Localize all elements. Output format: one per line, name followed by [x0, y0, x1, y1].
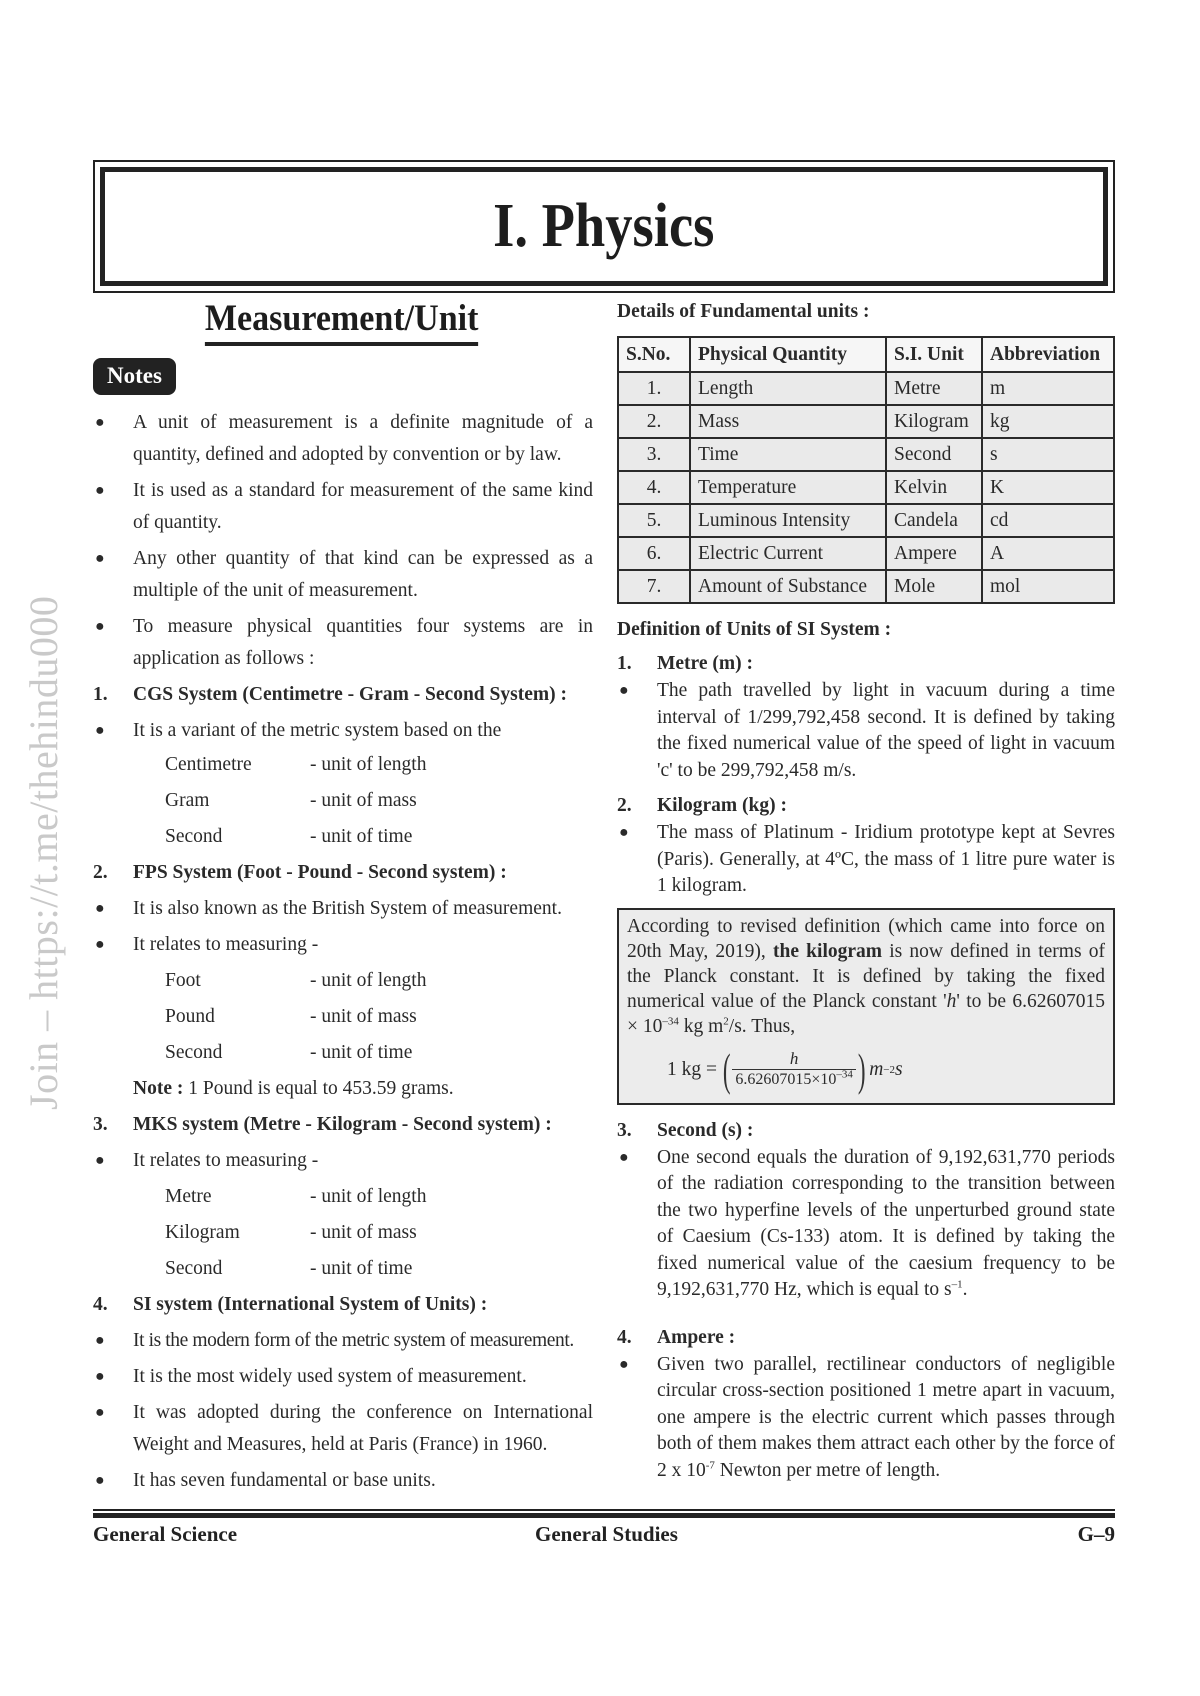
system-bullet: ● It is a variant of the metric system based on the [93, 715, 593, 747]
cell-abbreviation: s [982, 438, 1114, 471]
cell-quantity: Mass [690, 405, 886, 438]
bullet-icon: ● [95, 618, 105, 635]
cell-sno: 5. [618, 504, 690, 537]
cell-si-unit: Second [886, 438, 982, 471]
cell-si-unit: Ampere [886, 537, 982, 570]
cell-abbreviation: A [982, 537, 1114, 570]
bullet-icon: ● [95, 936, 105, 953]
unit-row: Second - unit of time [165, 1258, 413, 1279]
bullet-icon: ● [95, 900, 105, 917]
cell-quantity: Luminous Intensity [690, 504, 886, 537]
system-heading-si: 4. SI system (International System of Units) : [93, 1294, 488, 1315]
watermark: Join – https://t.me/thehindu000 [21, 595, 66, 1110]
table-row [618, 405, 1114, 438]
section-title: Measurement/Unit [205, 298, 479, 346]
chapter-title-box [93, 160, 1115, 293]
definitions-heading: Definition of Units of SI System : [617, 619, 892, 640]
table-row [618, 537, 1114, 570]
system-bullet: ● It is the most widely used system of measurement. [93, 1359, 593, 1395]
unit-row: Gram - unit of mass [165, 790, 417, 811]
left-paren: ( [722, 1043, 731, 1095]
bullet-icon: ● [95, 1472, 105, 1489]
footer-subject: General Science [93, 1522, 238, 1546]
cell-quantity: Length [690, 372, 886, 405]
system-heading-fps: 2. FPS System (Foot - Pound - Second system) : [93, 862, 507, 883]
page-number: G–9 [1077, 1522, 1115, 1546]
footer-rule-thick [93, 1513, 1115, 1518]
cell-abbreviation: kg [982, 405, 1114, 438]
cell-quantity: Electric Current [690, 537, 886, 570]
footer-book: General Studies [535, 1522, 678, 1546]
cell-sno: 4. [618, 471, 690, 504]
cell-sno: 1. [618, 372, 690, 405]
table-row [618, 504, 1114, 537]
unit-row: Kilogram - unit of mass [165, 1222, 417, 1243]
bullet-icon: ● [619, 1355, 629, 1373]
cell-si-unit: Mole [886, 570, 982, 603]
definition-heading-ampere: 4. Ampere : [617, 1326, 736, 1348]
column-header: S.No. [618, 337, 690, 372]
right-paren: ) [857, 1043, 866, 1095]
fundamental-units-table [617, 336, 1115, 604]
definition-heading-metre: 1. Metre (m) : [617, 653, 753, 674]
cell-sno: 6. [618, 537, 690, 570]
cell-abbreviation: mol [982, 570, 1114, 603]
unit-row: Pound - unit of mass [165, 1006, 417, 1027]
unit-row: Metre - unit of length [165, 1186, 427, 1207]
definition-heading-kilogram: 2. Kilogram (kg) : [617, 795, 787, 816]
cell-si-unit: Kelvin [886, 471, 982, 504]
footer-rule [93, 1509, 1115, 1511]
cell-si-unit: Metre [886, 372, 982, 405]
bullet-icon: ● [619, 824, 629, 841]
note-line: Note : 1 Pound is equal to 453.59 grams. [133, 1078, 454, 1099]
table-heading: Details of Fundamental units : [617, 301, 870, 322]
definition-text: ● The path travelled by light in vacuum during a time interval of 1/299,792,458 second. It is defined by taking the fixed numerical value of the speed of light in vacuum 'c' to be 299,792,458 m/s. [619, 680, 1115, 781]
notes-badge: Notes [93, 358, 176, 395]
bullet-icon: ● [95, 1368, 105, 1385]
cell-sno: 2. [618, 405, 690, 438]
kilogram-formula: 1 kg = ( $\frac{h}{6.62607015\times 10^{-34}}$ ) m −2 s [667, 1043, 903, 1095]
bullet-icon: ● [95, 1152, 105, 1169]
table-header-row [618, 337, 1114, 372]
cell-quantity: Temperature [690, 471, 886, 504]
bullet-icon: ● [95, 1404, 105, 1421]
bullet-icon: ● [619, 1148, 629, 1166]
column-header: Abbreviation [982, 337, 1114, 372]
left-column [93, 298, 593, 1499]
callout-text: According to revised definition (which came into force on 20th May, 2019), the kilogram is now defined in terms of the Planck constant. It is defined by taking the fixed numerical value of the Planck constant 'h' to be $6.62607015 \times 10^{-34}$ kg $m^2/s$. Thus, [627, 915, 1106, 1037]
page-footer [93, 1522, 1115, 1552]
table-row [618, 570, 1114, 603]
bullet-icon: ● [95, 722, 105, 739]
table-row [618, 438, 1114, 471]
system-bullet: ● It relates to measuring - [93, 927, 593, 963]
cell-sno: 7. [618, 570, 690, 603]
cell-sno: 3. [618, 438, 690, 471]
definition-text: ● One second equals the duration of 9,192,631,770 periods of the radiation corresponding to the transition between the two hyperfine levels of the unperturbed ground state of Caesium (Cs-133) atom. It is defined by taking the fixed numerical value of the caesium frequency to be 9,192,631,770 Hz, which is equal to $s^{-1}$. [619, 1146, 1115, 1300]
fraction: $\frac{h}{6.62607015\times 10^{-34}}$ [732, 1049, 856, 1090]
note-bullet: ● Any other quantity of that kind can be expressed as a multiple of the unit of measurement. [93, 543, 593, 607]
cell-si-unit: Kilogram [886, 405, 982, 438]
system-bullet: ● It is also known as the British System of measurement. [93, 891, 593, 927]
system-bullet: ● It has seven fundamental or base units. [93, 1463, 593, 1499]
column-header: S.I. Unit [886, 337, 982, 372]
table-row [618, 471, 1114, 504]
chapter-title: I. Physics [493, 192, 715, 260]
unit-row: Foot - unit of length [165, 970, 427, 991]
note-bullet: ● It is used as a standard for measurement of the same kind of quantity. [93, 475, 593, 539]
cell-abbreviation: cd [982, 504, 1114, 537]
bullet-icon: ● [95, 550, 105, 567]
right-column [617, 298, 1115, 1484]
cell-abbreviation: m [982, 372, 1114, 405]
cell-quantity: Amount of Substance [690, 570, 886, 603]
bullet-icon: ● [95, 414, 105, 431]
bullet-icon: ● [95, 1332, 105, 1349]
cell-quantity: Time [690, 438, 886, 471]
system-bullet: ● It was adopted during the conference on International Weight and Measures, held at Paris (France) in 1960. [93, 1397, 593, 1461]
definition-text: ● Given two parallel, rectilinear conductors of negligible circular cross-section positioned 1 metre apart in vacuum, one ampere is the electric current which passes through both of them makes them attract each other by the force of 2 x $10^{-7}$ Newton per metre of length. [619, 1353, 1115, 1481]
unit-row: Second - unit of time [165, 1042, 413, 1063]
cell-abbreviation: K [982, 471, 1114, 504]
system-heading-cgs: 1. CGS System (Centimetre - Gram - Second System) : [93, 684, 567, 705]
bullet-icon: ● [95, 482, 105, 499]
cell-si-unit: Candela [886, 504, 982, 537]
table-row [618, 372, 1114, 405]
column-header: Physical Quantity [690, 337, 886, 372]
definition-heading-second: 3. Second (s) : [617, 1119, 754, 1141]
bullet-icon: ● [619, 682, 629, 699]
system-bullet: ● It relates to measuring - [93, 1143, 593, 1179]
system-bullet: ● It is the modern form of the metric system of measurement. [93, 1323, 593, 1359]
note-bullet: ● A unit of measurement is a definite magnitude of a quantity, defined and adopted by convention or by law. [93, 407, 593, 471]
unit-row: Centimetre - unit of length [165, 754, 427, 775]
kilogram-revised-definition-box [617, 908, 1115, 1105]
system-heading-mks: 3. MKS system (Metre - Kilogram - Second system) : [93, 1114, 552, 1135]
unit-row: Second - unit of time [165, 826, 413, 847]
note-bullet: ● To measure physical quantities four systems are in application as follows : [93, 611, 593, 675]
definition-text: ● The mass of Platinum - Iridium prototype kept at Sevres (Paris). Generally, at 4ºC, the mass of 1 litre pure water is 1 kilogram. [619, 822, 1115, 896]
